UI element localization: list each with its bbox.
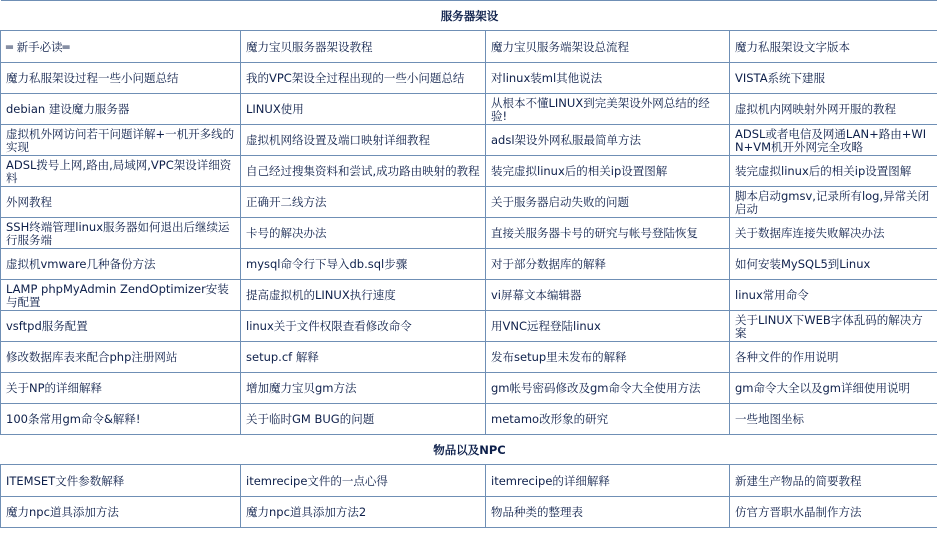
table-row [1,187,937,218]
table-cell [730,280,937,311]
article-link[interactable]: 如何安装MySQL5到Linux [735,257,871,271]
table-cell [730,125,937,156]
table-row [1,404,937,435]
article-link[interactable]: VISTA系统下建服 [735,71,826,85]
table-cell [730,31,937,63]
table-cell [486,311,730,342]
article-link[interactable]: ADSL拨号上网,路由,局域网,VPC架设详细资料 [6,157,232,185]
article-link[interactable]: LAMP phpMyAdmin ZendOptimizer安装与配置 [6,281,229,309]
article-link[interactable]: 虚拟机vmware几种备份方法 [6,257,156,271]
table-cell [241,31,486,63]
article-link[interactable]: 仿官方晋职水晶制作方法 [735,505,862,519]
article-link[interactable]: 提高虚拟机的LINUX执行速度 [246,288,396,302]
article-link[interactable]: ═ 新手必读═ [6,39,70,54]
article-link[interactable]: ITEMSET文件参数解释 [6,473,125,488]
article-link[interactable]: 发布setup里未发布的解释 [491,350,627,364]
table-cell [1,465,241,497]
table-cell [730,373,937,404]
table-cell [730,187,937,218]
article-link[interactable]: 关于NP的详细解释 [6,381,103,395]
table-cell [730,218,937,249]
table-cell [1,125,241,156]
table-cell [486,497,730,528]
table-cell [730,249,937,280]
article-link[interactable]: 从根本不懂LINUX到完美架设外网总结的经验! [491,95,710,123]
table-cell [241,249,486,280]
article-link[interactable]: 关于临时GM BUG的问题 [246,412,375,426]
article-link[interactable]: linux关于文件权限查看修改命令 [246,319,412,333]
table-cell [486,404,730,435]
article-link[interactable]: 对于部分数据库的解释 [491,257,606,271]
table-cell [241,156,486,187]
article-link[interactable]: 关于LINUX下WEB字体乱码的解决方案 [735,312,923,340]
table-row [1,94,937,125]
table-cell [730,404,937,435]
table-cell [241,311,486,342]
article-link[interactable]: mysql命令行下导入db.sql步骤 [246,257,408,271]
section-header-row [1,435,937,465]
article-link[interactable]: 虚拟机外网访问若干问题详解+一机开多线的实现 [6,126,235,154]
article-link[interactable]: debian 建设魔力服务器 [6,102,130,116]
table-cell [730,342,937,373]
article-link[interactable]: adsl架设外网私服最简单方法 [491,133,642,147]
table-row [1,280,937,311]
table-cell [730,497,937,528]
table-cell [730,63,937,94]
table-cell [730,311,937,342]
table-cell [1,63,241,94]
table-cell [486,125,730,156]
table-cell [241,342,486,373]
table-cell [730,156,937,187]
table-cell [1,31,241,63]
table-cell [1,280,241,311]
table-cell [1,497,241,528]
article-link[interactable]: itemrecipe文件的一点心得 [246,473,388,488]
article-link[interactable]: 对linux装ml其他说法 [491,71,603,85]
article-link[interactable]: ADSL或者电信及网通LAN+路由+WIN+VM机开外网完全攻略 [735,126,927,154]
table-cell [730,465,937,497]
section-title: 物品以及NPC [1,435,937,465]
section-title: 服务器架设 [1,1,937,31]
table-cell [241,187,486,218]
table-row [1,373,937,404]
table-cell [241,465,486,497]
table-cell [486,156,730,187]
table-cell [486,465,730,497]
article-index-body [1,1,937,528]
article-link[interactable]: 装完虚拟linux后的相关ip设置图解 [735,164,912,178]
table-cell [486,187,730,218]
table-cell [486,218,730,249]
table-row [1,311,937,342]
table-cell [241,218,486,249]
table-cell [1,187,241,218]
table-cell [241,404,486,435]
article-link[interactable]: 我的VPC架设全过程出现的一些小问题总结 [246,71,465,85]
table-cell [1,94,241,125]
article-link[interactable]: vi屏幕文本编辑器 [491,288,582,302]
article-link[interactable]: SSH终端管理linux服务器如何退出后继续运行服务端 [6,219,230,247]
article-link[interactable]: 物品种类的整理表 [491,505,583,519]
article-link[interactable]: setup.cf 解释 [246,350,319,364]
article-link[interactable]: 各种文件的作用说明 [735,350,839,364]
article-link[interactable]: 装完虚拟linux后的相关ip设置图解 [491,164,668,178]
table-cell [1,373,241,404]
table-cell [241,280,486,311]
table-cell [241,125,486,156]
article-link[interactable]: LINUX使用 [246,102,304,116]
table-cell [1,404,241,435]
article-link[interactable]: vsftpd服务配置 [6,319,88,333]
article-link[interactable]: itemrecipe的详细解释 [491,473,610,488]
article-link[interactable]: 虚拟机内网映射外网开服的教程 [735,102,896,116]
table-cell [1,156,241,187]
table-cell [1,249,241,280]
article-link[interactable]: 魔力宝贝服务端架设总流程 [491,39,629,54]
article-link[interactable]: linux常用命令 [735,288,809,302]
article-link[interactable]: gm帐号密码修改及gm命令大全使用方法 [491,381,701,395]
table-cell [241,63,486,94]
table-cell [241,497,486,528]
article-link[interactable]: 魔力私服架设文字版本 [735,39,850,54]
article-link[interactable]: 魔力宝贝服务器架设教程 [246,39,373,54]
table-cell [1,218,241,249]
article-link[interactable]: 关于服务器启动失败的问题 [491,195,629,209]
table-row [1,31,937,63]
article-link[interactable]: gm命令大全以及gm详细使用说明 [735,381,911,395]
table-cell [241,373,486,404]
section-header-row [1,1,937,31]
article-link[interactable]: 卡号的解决办法 [246,226,327,240]
table-cell [486,94,730,125]
table-row [1,497,937,528]
article-link[interactable]: 一些地图坐标 [735,412,804,426]
article-link[interactable]: 100条常用gm命令&解释! [6,412,141,426]
article-link[interactable]: 修改数据库表来配合php注册网站 [6,350,178,364]
table-cell [241,94,486,125]
table-cell [486,373,730,404]
article-link[interactable]: 外网教程 [6,195,52,209]
article-link[interactable]: 脚本启动gmsv,记录所有log,异常关闭启动 [735,188,930,216]
article-link[interactable]: 正确开二线方法 [246,195,327,209]
table-cell [486,31,730,63]
article-link[interactable]: 增加魔力宝贝gm方法 [246,381,357,395]
article-link[interactable]: 虚拟机网络设置及端口映射详细教程 [246,133,430,147]
article-link[interactable]: 魔力npc道具添加方法2 [246,505,367,519]
article-link[interactable]: 关于数据库连接失败解决办法 [735,226,885,240]
table-cell [486,249,730,280]
table-cell [1,342,241,373]
article-link[interactable]: 直接关服务器卡号的研究与帐号登陆恢复 [491,226,698,240]
table-row [1,156,937,187]
table-cell [486,280,730,311]
article-link[interactable]: 魔力私服架设过程一些小问题总结 [6,71,179,85]
article-link[interactable]: 魔力npc道具添加方法 [6,505,119,519]
table-row [1,125,937,156]
article-link[interactable]: metamo改形象的研究 [491,412,609,426]
table-row [1,63,937,94]
article-link[interactable]: 用VNC远程登陆linux [491,319,601,333]
table-row [1,249,937,280]
table-row [1,218,937,249]
article-link[interactable]: 新建生产物品的简要教程 [735,473,862,488]
table-cell [730,94,937,125]
article-link[interactable]: 自己经过搜集资料和尝试,成功路由映射的教程 [246,164,480,178]
table-cell [486,63,730,94]
table-cell [1,311,241,342]
table-cell [486,342,730,373]
table-row [1,342,937,373]
table-row [1,465,937,497]
